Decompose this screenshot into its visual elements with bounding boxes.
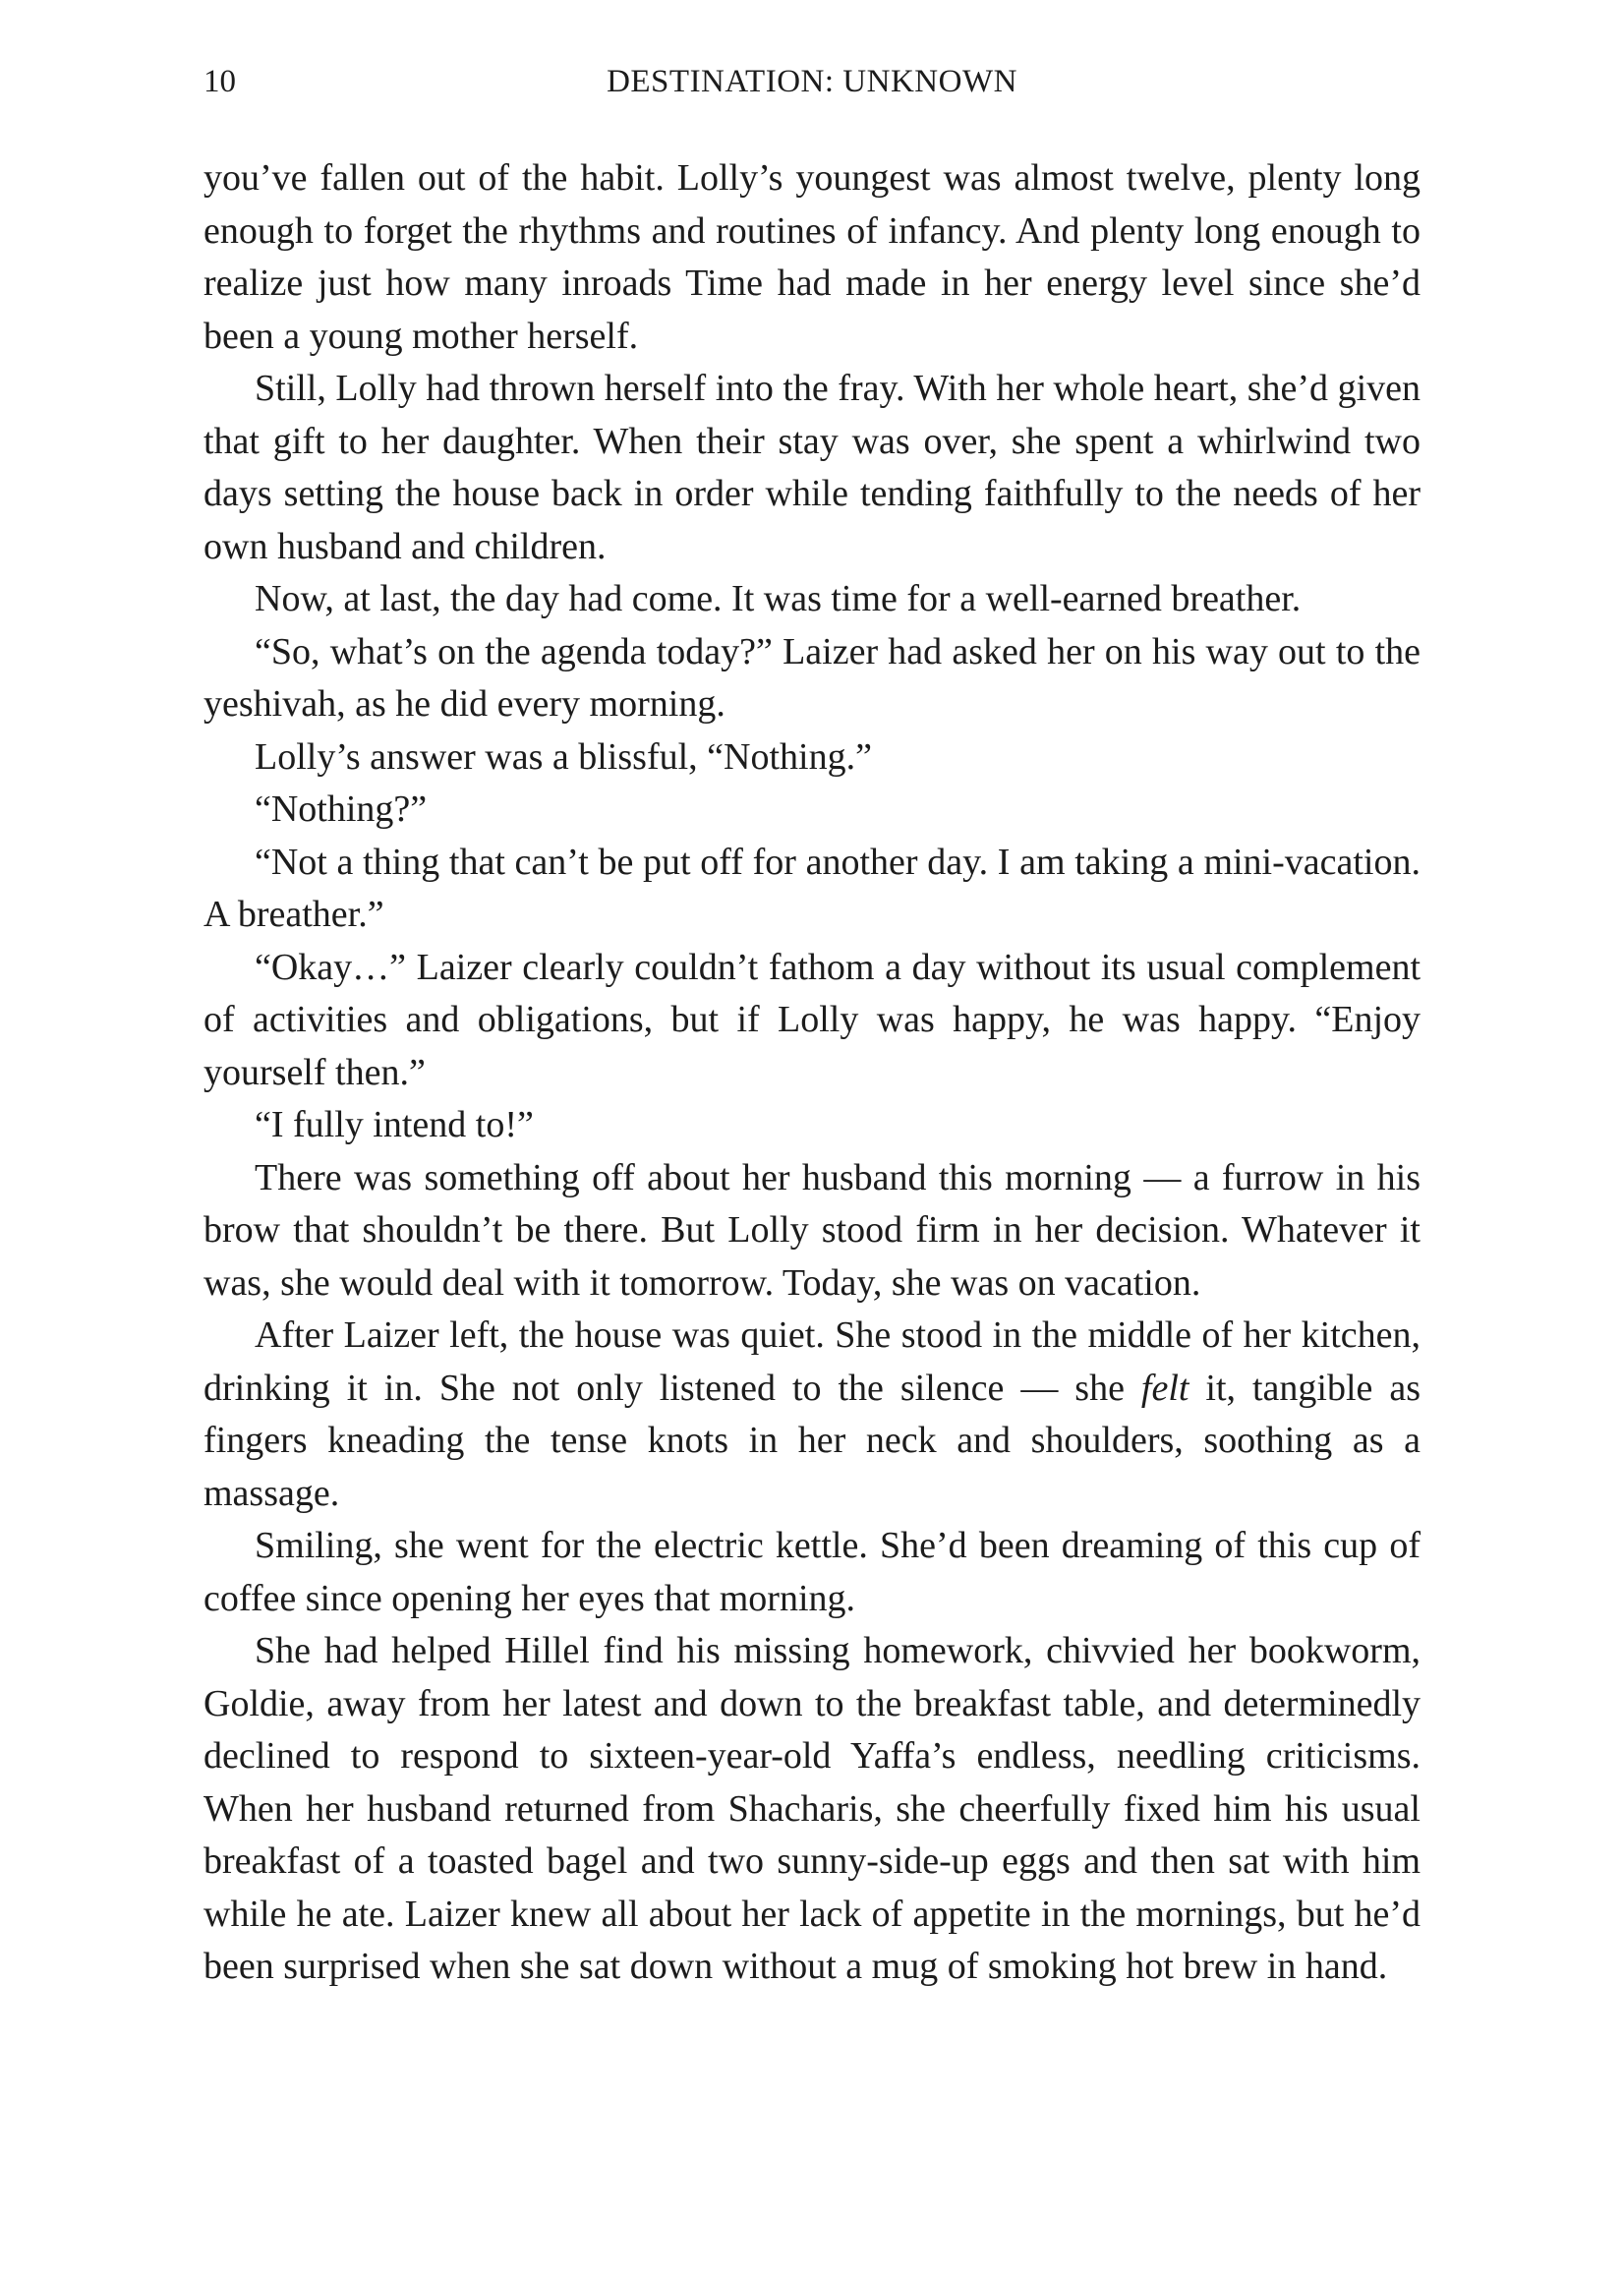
paragraph-7: “Not a thing that can’t be put off for another day. I am taking a mini-vacation. A breather.”	[203, 841, 1421, 935]
paragraph-11-before: After Laizer left, the house was quiet. She stood in the middle of her kitchen, drinking it in. She not only listened to the silence — she	[203, 1314, 1421, 1409]
running-head	[203, 57, 1421, 106]
paragraph-11	[203, 1310, 1421, 1520]
paragraph-9: “I fully intend to!”	[255, 1104, 534, 1145]
paragraph-2: Still, Lolly had thrown herself into the fray. With her whole heart, she’d given that gift to her daughter. When their stay was over, she spent a whirlwind two days setting the house back in order while tending faithfully to the needs of her own husband and children.	[203, 368, 1421, 567]
paragraph-4: “So, what’s on the agenda today?” Laizer had asked her on his way out to the yeshivah, as he did every morning.	[203, 630, 1421, 725]
body-text	[203, 152, 1421, 1994]
paragraph-13: She had helped Hillel find his missing homework, chivvied her bookworm, Goldie, away from her latest and down to the breakfast table, and determinedly declined to respond to sixteen-year-old Yaffa’s endless, needling criticisms. When her husband returned from Shacharis, she cheerfully fixed him his usual breakfast of a toasted bagel and two sunny-side-up eggs and then sat with him while he ate. Laizer knew all about her lack of appetite in the mornings, but he’d been surprised when she sat down without a mug of smoking hot brew in hand.	[203, 1630, 1421, 1987]
paragraph-6: “Nothing?”	[255, 788, 428, 830]
paragraph-1: you’ve fallen out of the habit. Lolly’s youngest was almost twelve, plenty long enough to forget the rhythms and routines of infancy. And plenty long enough to realize just how many inroads Time had made in her energy level since she’d been a young mother herself.	[203, 157, 1421, 357]
paragraph-8: “Okay…” Laizer clearly couldn’t fathom a day without its usual complement of activities and obligations, but if Lolly was happy, he was happy. “Enjoy yourself then.”	[203, 946, 1421, 1093]
paragraph-11-after: it, tangible as fingers kneading the tense knots in her neck and shoulders, soothing as a massage.	[203, 1367, 1421, 1514]
paragraph-5: Lolly’s answer was a blissful, “Nothing.”	[255, 735, 872, 778]
paragraph-3: Now, at last, the day had come. It was time for a well-earned breather.	[255, 578, 1302, 619]
book-title: DESTINATION: UNKNOWN	[607, 64, 1017, 99]
page-number: 10	[203, 64, 236, 99]
paragraph-12: Smiling, she went for the electric kettle. She’d been dreaming of this cup of coffee since opening her eyes that morning.	[203, 1525, 1421, 1619]
emphasis-felt: felt	[1140, 1367, 1189, 1409]
paragraph-10: There was something off about her husband this morning — a furrow in his brow that shouldn’t be there. But Lolly stood firm in her decision. Whatever it was, she would deal with it tomorrow. Today, she was on vacation.	[203, 1156, 1421, 1304]
